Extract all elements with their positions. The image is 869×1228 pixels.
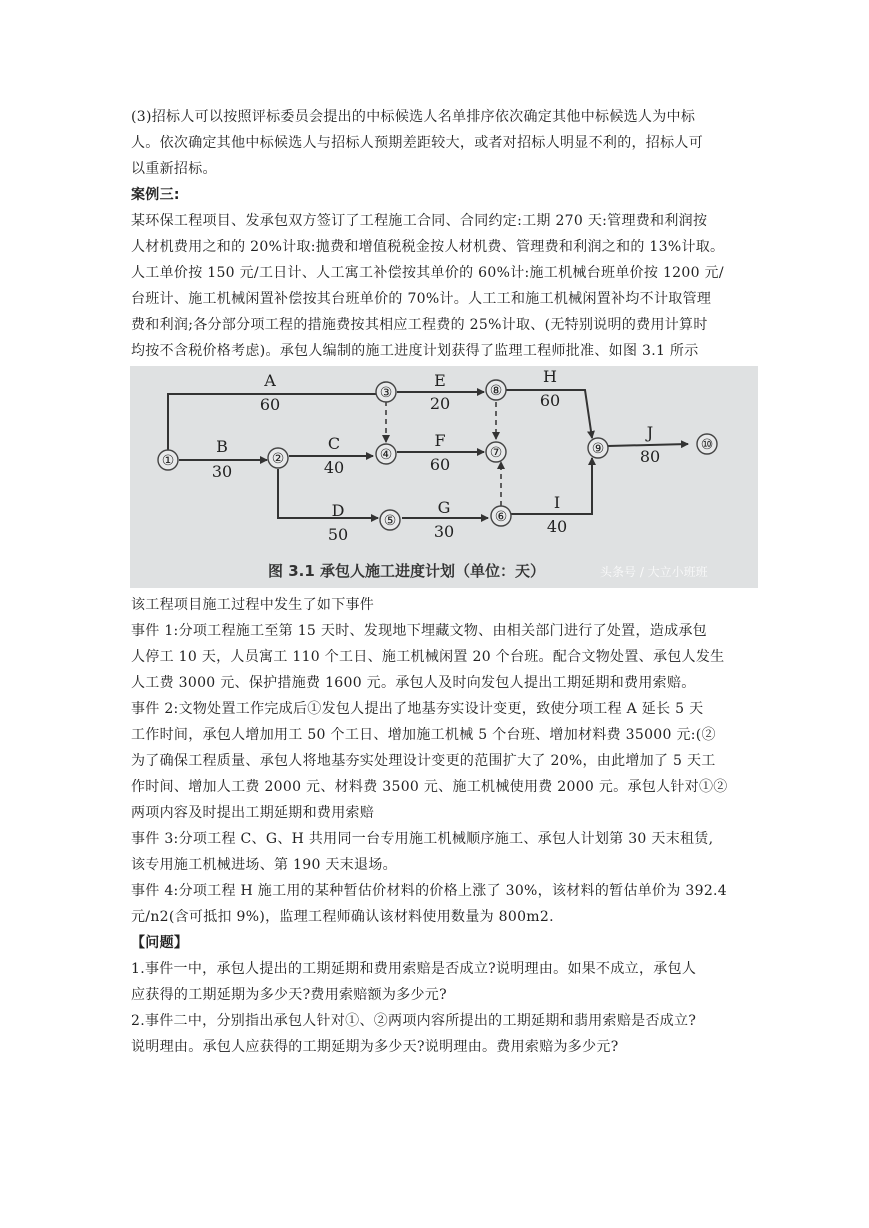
document-page [131,104,739,1060]
network-diagram-figure [130,366,758,588]
text-line: 该工程项目施工过程中发生了如下事件 [131,597,375,613]
activity-duration: 20 [429,394,451,413]
text-line: 2.事件二中，分别指出承包人针对①、②两项内容所提出的工期延期和翡用索赔是否成立? [131,1013,697,1029]
activity-duration: 60 [539,391,561,410]
activity-name: B [216,437,228,456]
node-label: ① [161,453,175,469]
text-line: 说明理由。承包人应获得的工期延期为多少天?说明理由。费用索赔为多少元? [131,1039,619,1055]
node-label: ⑨ [591,441,605,457]
figure-caption: 图 3.1 承包人施工进度计划（单位：天） [268,562,546,580]
node-label: ③ [379,385,393,401]
activity-name: E [434,371,446,390]
text-line: (3)招标人可以按照评标委员会提出的中标候选人名单排序依次确定其他中标候选人为中标 [131,109,696,125]
text-line: 该专用施工机械进场、第 190 天末退场。 [131,857,397,873]
activity-name: G [437,498,451,517]
node-label: ⑥ [494,509,508,525]
activity-duration: 30 [211,462,233,481]
text-line: 工作时间，承包人增加用工 50 个工日、增加施工机械 5 个台班、增加材料费 35000 元:(② [131,727,716,743]
text-line: 两项内容及时提出工期延期和费用索赔 [131,805,375,821]
node-label: ④ [379,447,393,463]
questions-section [131,956,739,1060]
activity-duration: 80 [639,447,661,466]
arrow-j [608,444,688,446]
text-line: 元/n2(含可抵扣 9%)，监理工程师确认该材料使用数量为 800m2. [131,909,554,925]
text-line: 为了确保工程质量、承包人将地基夯实处理设计变更的范围扩大了 20%，由此增加了 5 天工 [131,753,716,769]
activity-duration: 40 [546,517,568,536]
events-section [131,592,739,930]
node-label: ⑩ [700,437,714,453]
text-line: 事件 2:文物处置工作完成后①发包人提出了地基夯实设计变更，致使分项工程 A 延长 5 天 [131,701,704,717]
network-diagram [130,366,758,588]
text-line: 事件 4:分项工程 H 施工用的某种暂估价材料的价格上涨了 30%，该材料的暂估单价为 392.4 [131,883,727,899]
text-line: 事件 3:分项工程 C、G、H 共用同一台专用施工机械顺序施工、承包人计划第 30 天末租赁, [131,831,714,847]
text-line: 应获得的工期延期为多少天?费用索赔额为多少元? [131,987,447,1003]
text-line: 均按不含税价格考虑)。承包人编制的施工进度计划获得了监理工程师批准、如图 3.1 所示 [131,343,699,359]
activity-name: I [553,493,561,512]
question-heading: 【问题】 [131,935,189,951]
node-label: ② [271,451,285,467]
text-line: 人。依次确定其他中标候选人与招标人预期差距较大，或者对招标人明显不利的，招标人可 [131,135,703,151]
watermark: 头条号 / 大立小班班 [600,565,708,579]
activity-duration: 30 [433,522,455,541]
text-line: 某环保工程项目、发承包双方签订了工程施工合同、合同约定:工期 270 天:管理费和利润按 [131,213,708,229]
node-label: ⑦ [489,445,503,461]
activity-duration: 60 [259,395,281,414]
text-line: 以重新招标。 [131,161,217,177]
text-line: 人材机费用之和的 20%计取:拋费和增值税税金按人材机费、管理费和利润之和的 13%计取。 [131,239,725,255]
activity-name: F [434,431,446,450]
paragraph-bid-rule [131,104,739,182]
text-line: 作时间、增加人工费 2000 元、材料费 3500 元、施工机械使用费 2000 元。承包人针对①② [131,779,728,795]
text-line: 台班计、施工机械闲置补偿按其台班单价的 70%计。人工工和施工机械闲置补均不计取管理 [131,291,712,307]
text-line: 人工费 3000 元、保护措施费 1600 元。承包人及时向发包人提出工期延期和费用索赔。 [131,675,696,691]
case-intro [131,208,739,364]
activity-duration: 40 [323,458,345,477]
text-line: 人停工 10 天，人员寓工 110 个工日、施工机械闲置 20 个台班。配合文物处置、承包人发生 [131,649,725,665]
activity-duration: 50 [327,525,349,544]
activity-name: H [543,367,557,386]
case-heading: 案例三: [131,187,180,203]
text-line: 1.事件一中，承包人提出的工期延期和费用索赔是否成立?说明理由。如果不成立，承包人 [131,961,697,977]
activity-name: D [331,501,345,520]
node-label: ⑤ [383,513,397,529]
arrow-i [511,458,592,514]
text-line: 费和利润;各分部分项工程的措施费按其相应工程费的 25%计取、(无特别说明的费用计算时 [131,317,708,333]
activity-name: A [264,371,276,390]
activity-duration: 60 [429,455,451,474]
node-label: ⑧ [489,383,503,399]
text-line: 人工单价按 150 元/工日计、人工寓工补偿按其单价的 60%计:施工机械台班单价按 1200 元/ [131,265,724,281]
activity-name: J [646,423,654,442]
text-line: 事件 1:分项工程施工至第 15 天时、发现地下埋藏文物、由相关部门进行了处置，造成承包 [131,623,707,639]
activity-name: C [327,434,341,453]
